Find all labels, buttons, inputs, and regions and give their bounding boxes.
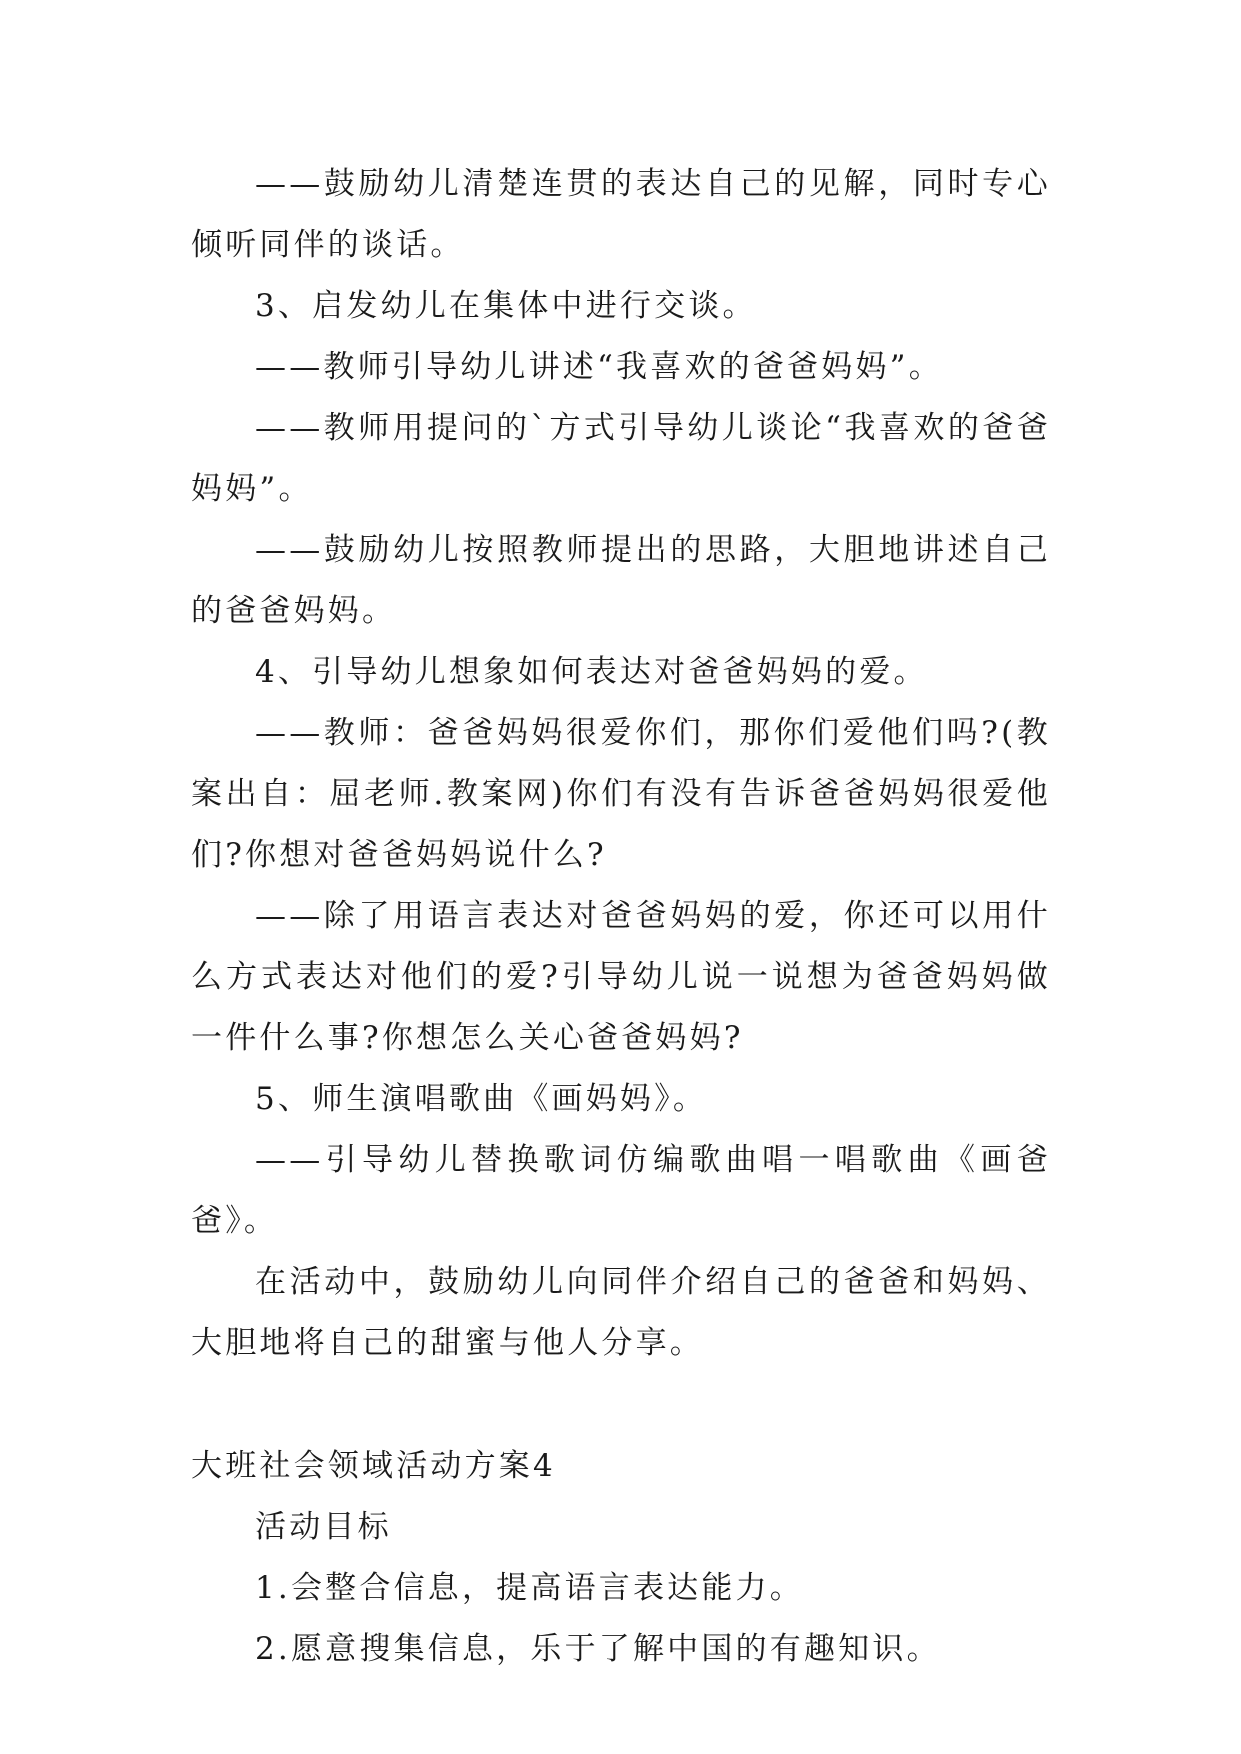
paragraph: 4、引导幼儿想象如何表达对爸爸妈妈的爱。 <box>255 654 928 690</box>
paragraph: 3、启发幼儿在集体中进行交谈。 <box>255 288 757 324</box>
paragraph: ——鼓励幼儿按照教师提出的思路，大胆地讲述自己的爸爸妈妈。 <box>191 532 1051 629</box>
paragraph: 5、师生演唱歌曲《画妈妈》。 <box>255 1081 708 1117</box>
paragraph: ——教师用提问的`方式引导幼儿谈论“我喜欢的爸爸妈妈”。 <box>191 410 1051 507</box>
list-item: 1.会整合信息，提高语言表达能力。 <box>255 1570 804 1606</box>
paragraph: ——除了用语言表达对爸爸妈妈的爱，你还可以用什么方式表达对他们的爱?引导幼儿说一说想为爸爸妈妈做一件什么事?你想怎么关心爸爸妈妈? <box>191 898 1051 1056</box>
paragraph: ——鼓励幼儿清楚连贯的表达自己的见解，同时专心倾听同伴的谈话。 <box>191 166 1051 263</box>
section-heading: 活动目标 <box>255 1509 392 1545</box>
section-title: 大班社会领域活动方案4 <box>191 1448 556 1484</box>
paragraph: 在活动中，鼓励幼儿向同伴介绍自己的爸爸和妈妈、大胆地将自己的甜蜜与他人分享。 <box>191 1264 1051 1361</box>
paragraph: ——教师引导幼儿讲述“我喜欢的爸爸妈妈”。 <box>255 349 943 385</box>
list-item: 2.愿意搜集信息，乐于了解中国的有趣知识。 <box>255 1631 941 1667</box>
paragraph: ——教师：爸爸妈妈很爱你们，那你们爱他们吗?(教案出自：屈老师.教案网)你们有没有告诉爸爸妈妈很爱他们?你想对爸爸妈妈说什么? <box>191 715 1051 873</box>
document-body <box>191 154 1051 1680</box>
paragraph: ——引导幼儿替换歌词仿编歌曲唱一唱歌曲《画爸爸》。 <box>191 1142 1051 1239</box>
